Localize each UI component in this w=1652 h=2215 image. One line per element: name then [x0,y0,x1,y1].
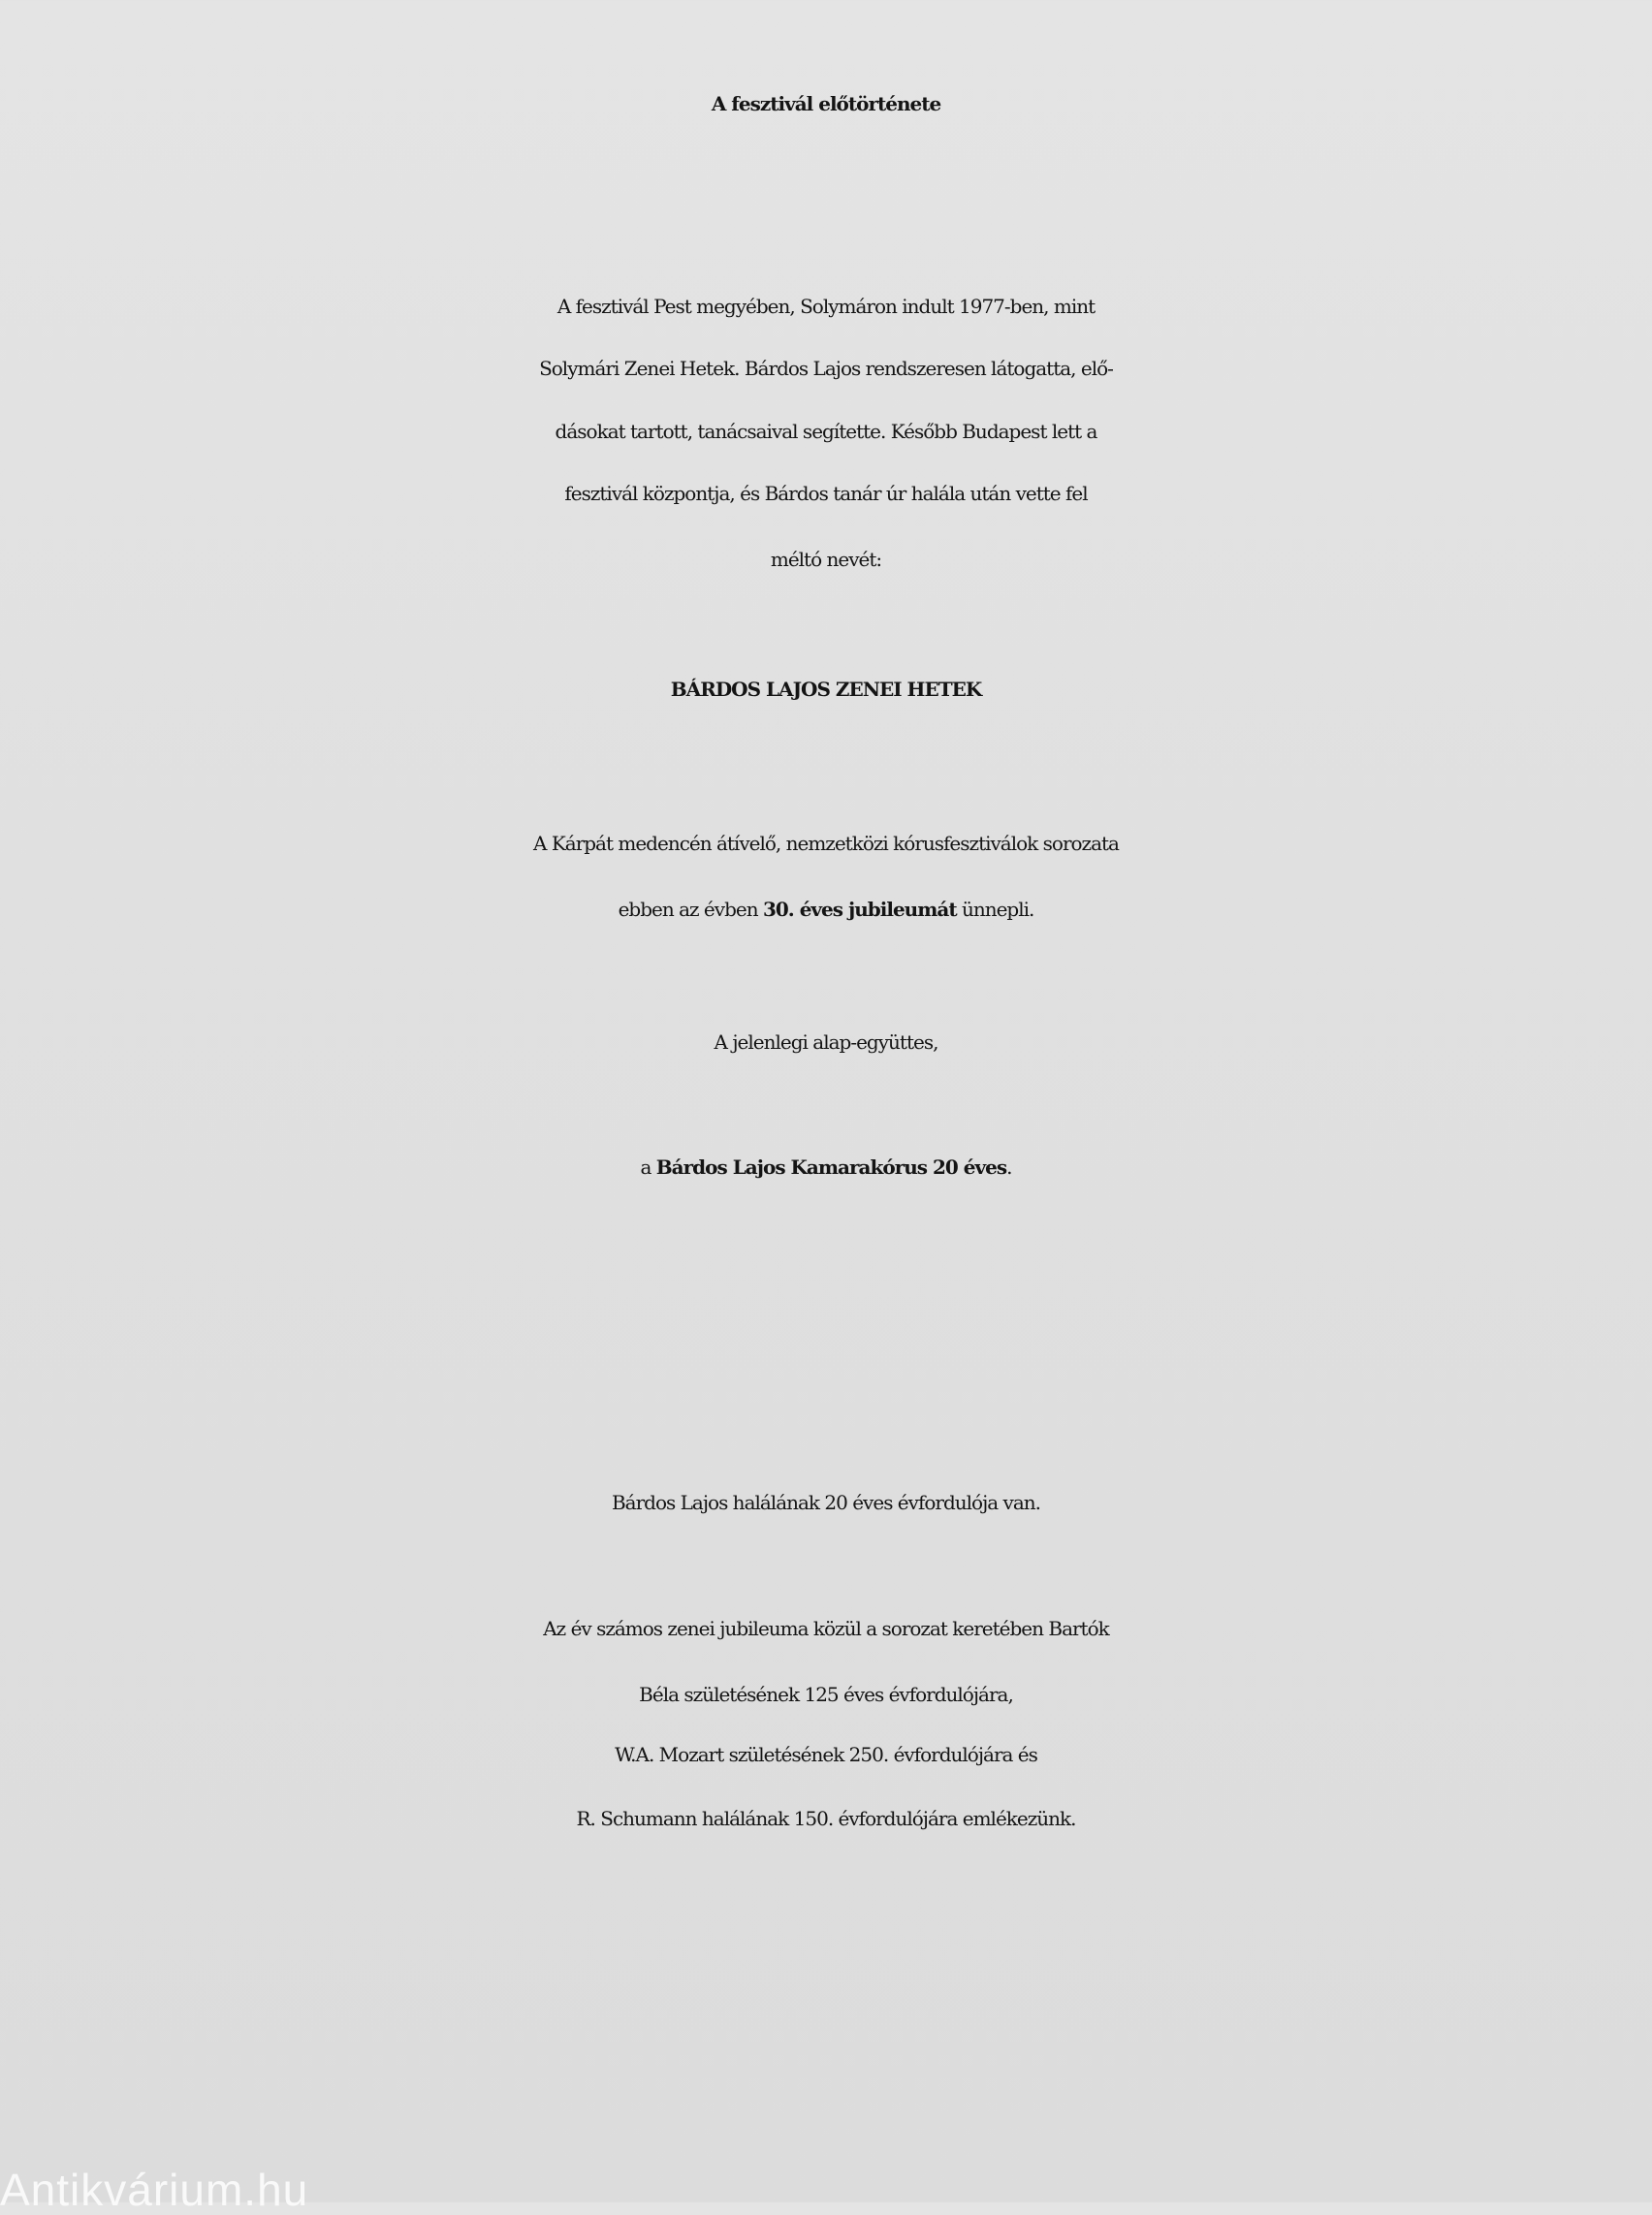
ensemble-line-2 [0,1136,1652,1198]
history-line-2: Solymári Zenei Hetek. Bárdos Lajos rendszeresen látogatta, elő- [539,357,1113,380]
history-line-1: A fesztivál Pest megyében, Solymáron indult 1977-ben, mint [556,295,1096,318]
commemoration-line-3: W.A. Mozart születésének 250. évfordulójára és [615,1743,1037,1766]
ensemble-text-pre: a [640,1155,656,1179]
anniversary-line: Bárdos Lajos halálának 20 éves évfordulója van. [611,1491,1041,1514]
jubilee-text-post: ünnepli. [956,898,1034,921]
commemoration-line-1: Az év számos zenei jubileuma közül a sorozat keretében Bartók [543,1617,1109,1640]
jubilee-highlight: 30. éves jubileumát [762,898,957,921]
ensemble-text-post: . [1006,1155,1012,1179]
jubilee-line-2 [0,878,1652,940]
festival-name-heading: BÁRDOS LAJOS ZENEI HETEK [670,678,982,701]
commemoration-line-4: R. Schumann halálának 150. évfordulójára emlékezünk. [576,1807,1076,1830]
history-line-4: fesztivál központja, és Bárdos tanár úr halála után vette fel [564,482,1088,505]
jubilee-text-pre: ebben az évben [618,898,763,921]
watermark: Antikvárium.hu [0,2165,309,2215]
history-line-3: dásokat tartott, tanácsaival segítette. Később Budapest lett a [555,420,1097,443]
jubilee-line-1: A Kárpát medencén átívelő, nemzetközi kórusfesztiválok sorozata [533,832,1119,855]
ensemble-highlight: Bárdos Lajos Kamarakórus 20 éves [655,1155,1007,1179]
commemoration-line-2: Béla születésének 125 éves évfordulójára, [639,1683,1013,1706]
page-title: A fesztivál előtörténete [711,92,941,115]
history-line-5: méltó nevét: [770,548,882,571]
ensemble-line-1: A jelenlegi alap-együttes, [714,1030,938,1054]
